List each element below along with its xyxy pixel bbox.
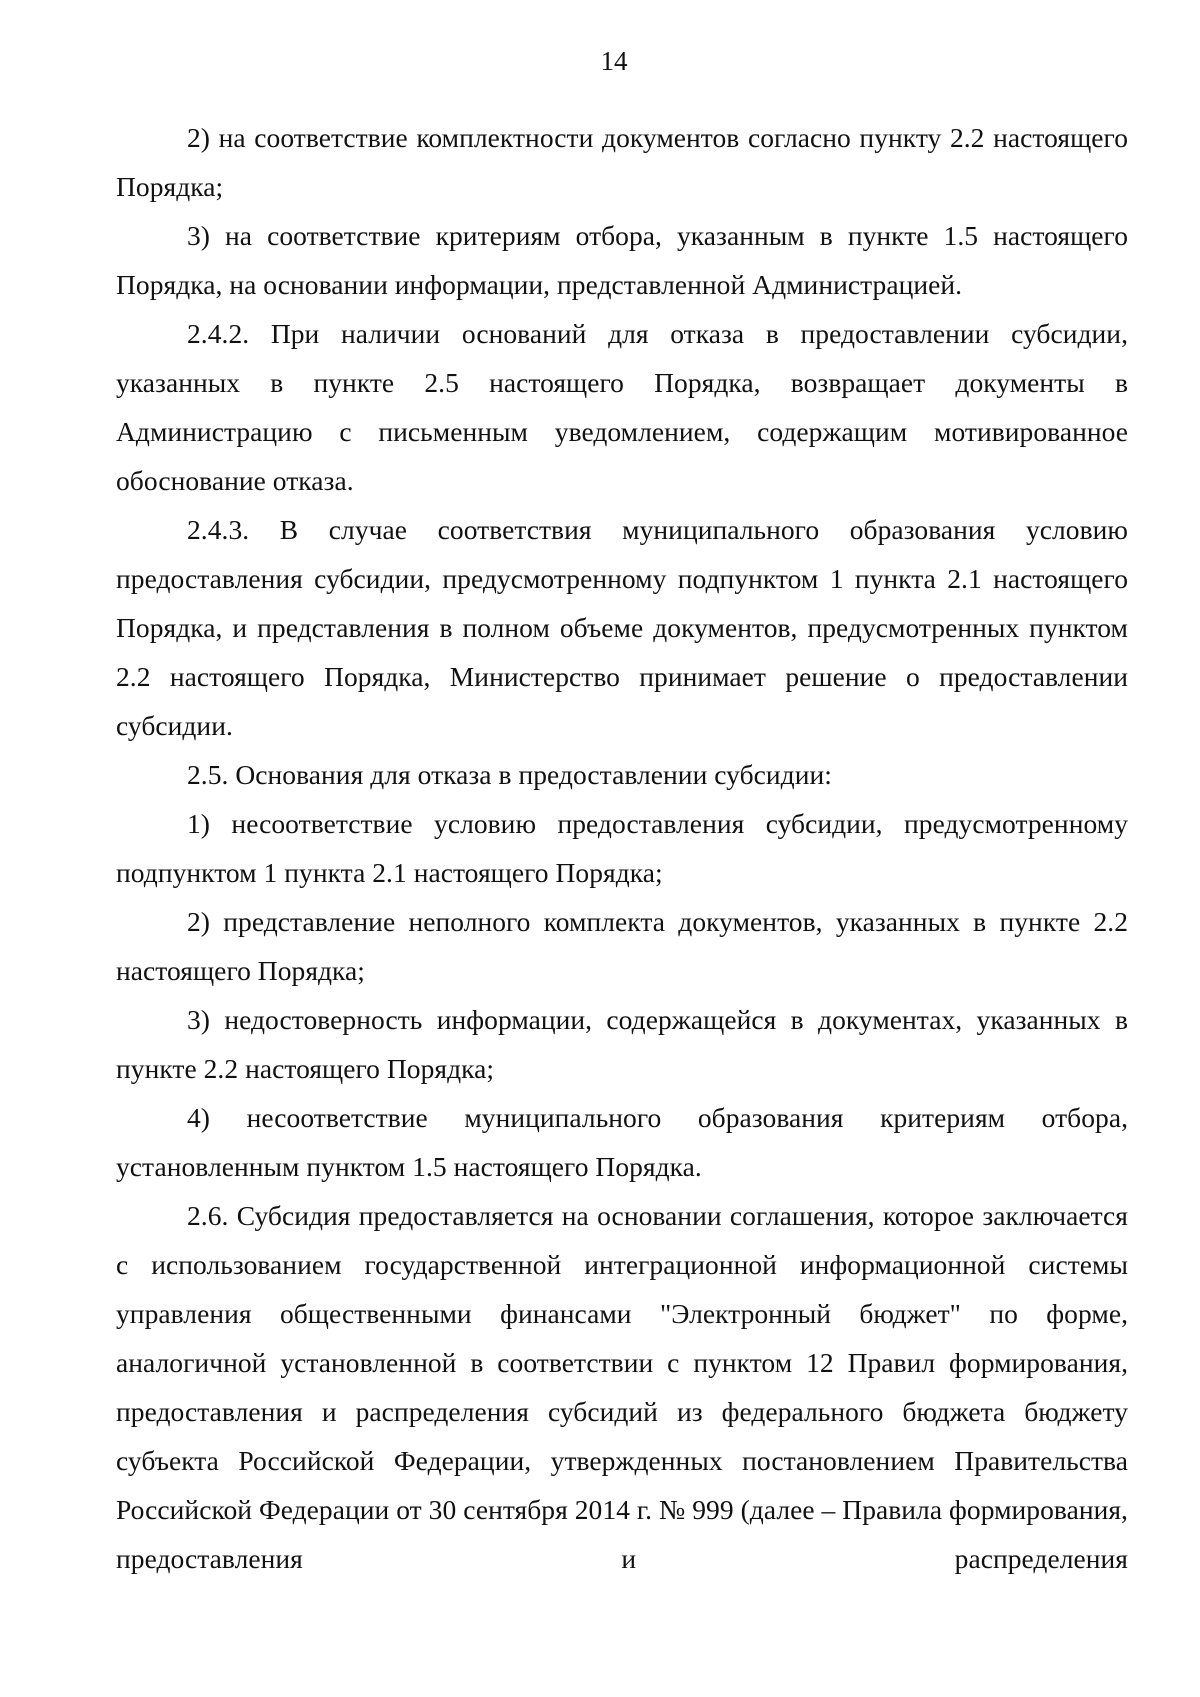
paragraph-2-5-item-3: 3) недостоверность информации, содержащейся в документах, указанных в пункте 2.2 настоящего Порядка; bbox=[116, 1004, 1128, 1084]
paragraph-2-5-item-4: 4) несоответствие муниципального образования критериям отбора, установленным пунктом 1.5 настоящего Порядка. bbox=[116, 1102, 1128, 1182]
paragraph-2-6: 2.6. Субсидия предоставляется на основании соглашения, которое заключается с использованием государственной интеграционной информационной системы управления общественными финансами "Электронный бюджет" по форме, аналогичной установленной в соответствии с пунктом 12 Правил формирования, предоставления и распределения субсидий из федерального бюджета бюджету субъекта Российской Федерации, утвержденных постановлением Правительства Российской Федерации от 30 сентября 2014 г. № 999 (далее – Правила формирования, предоставления и распределения bbox=[116, 1200, 1128, 1574]
page-number: 14 bbox=[600, 46, 628, 76]
paragraph-2-4-2: 2.4.2. При наличии оснований для отказа в предоставлении субсидии, указанных в пункте 2.5 настоящего Порядка, возвращает документы в Администрацию с письменным уведомлением, содержащим мотивированное обоснование отказа. bbox=[116, 318, 1128, 496]
document-body bbox=[116, 113, 1128, 1583]
paragraph-2-4-3: 2.4.3. В случае соответствия муниципального образования условию предоставления субсидии, предусмотренному подпунктом 1 пункта 2.1 настоящего Порядка, и представления в полном объеме документов, предусмотренных пунктом 2.2 настоящего Порядка, Министерство принимает решение о предоставлении субсидии. bbox=[116, 514, 1128, 741]
paragraph-2-5-item-1: 1) несоответствие условию предоставления субсидии, предусмотренному подпунктом 1 пункта 2.1 настоящего Порядка; bbox=[116, 808, 1128, 888]
paragraph-2-5-heading: 2.5. Основания для отказа в предоставлении субсидии: bbox=[187, 759, 832, 790]
paragraph-2-4-1-item-2: 2) на соответствие комплектности документов согласно пункту 2.2 настоящего Порядка; bbox=[116, 122, 1128, 202]
paragraph-2-4-1-item-3: 3) на соответствие критериям отбора, указанным в пункте 1.5 настоящего Порядка, на основании информации, представленной Администрацией. bbox=[116, 220, 1128, 300]
paragraph-2-5-item-2: 2) представление неполного комплекта документов, указанных в пункте 2.2 настоящего Порядка; bbox=[116, 906, 1128, 986]
